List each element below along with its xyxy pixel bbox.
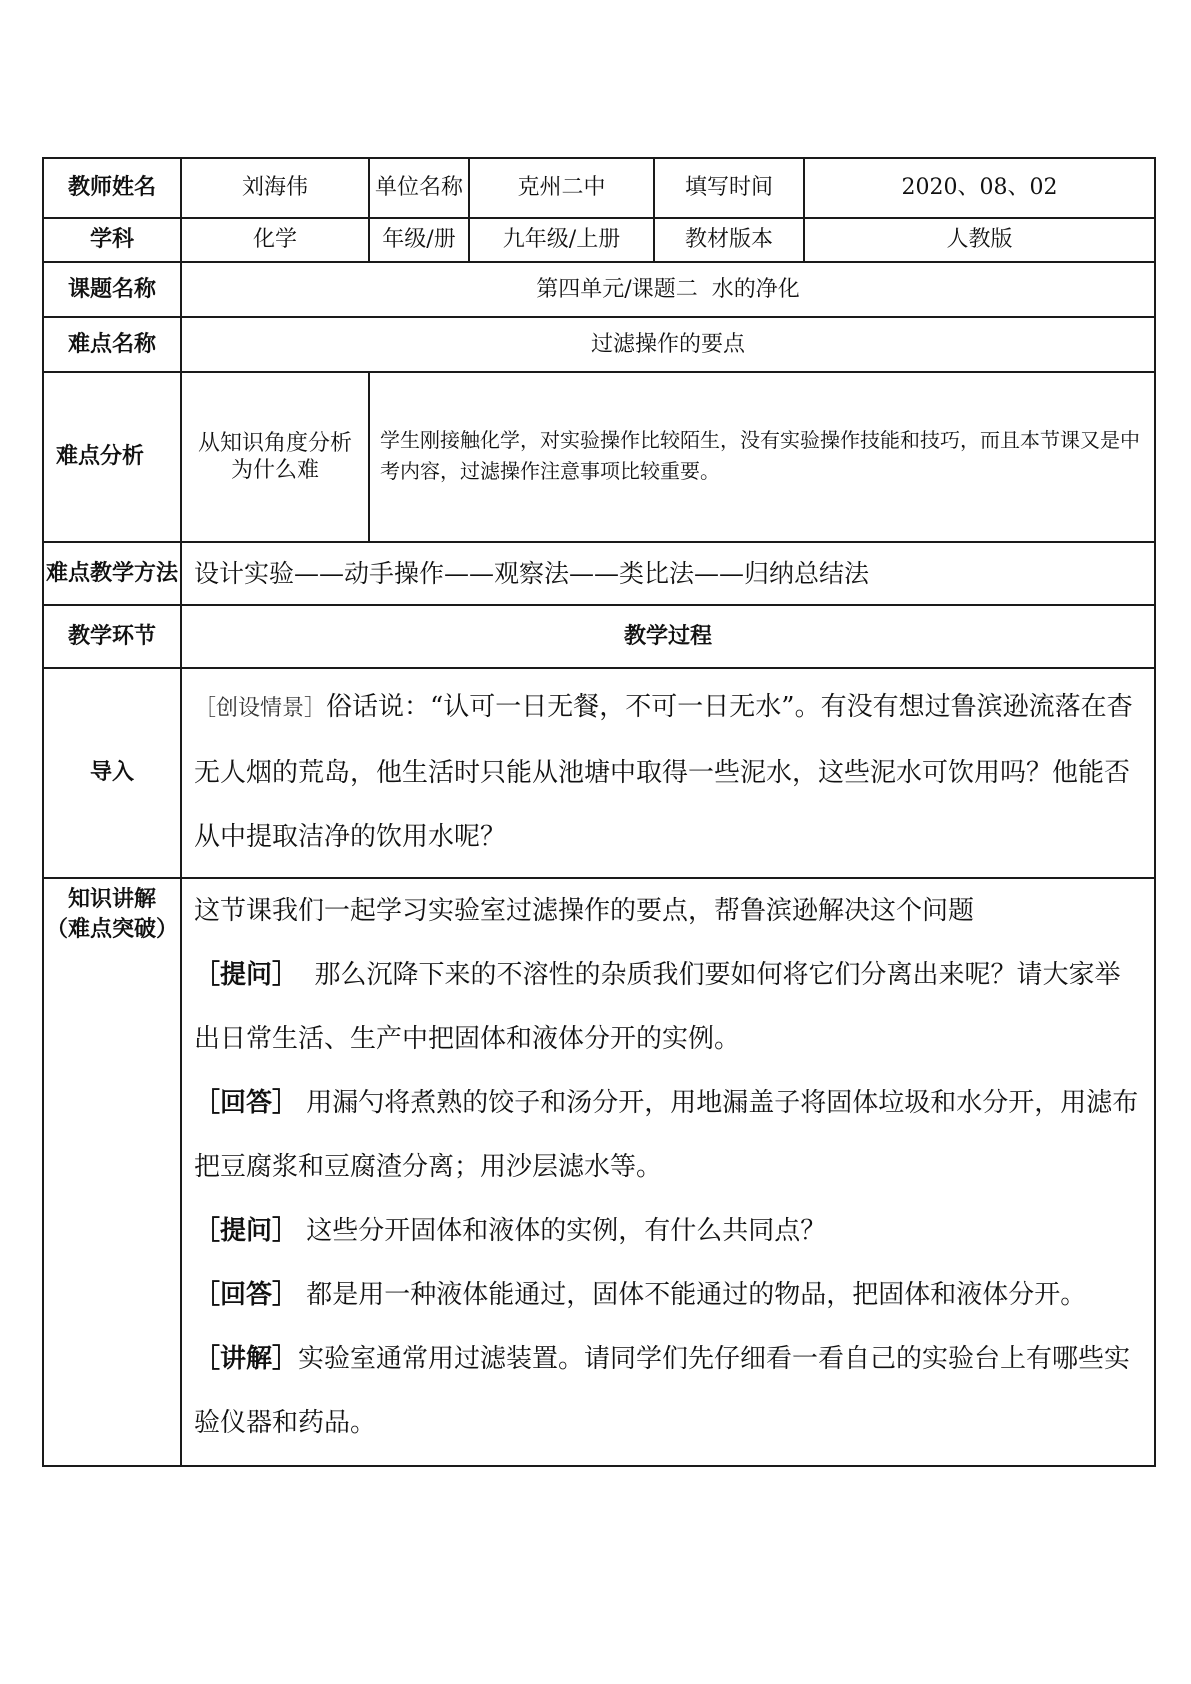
method-label: 难点教学方法 [43,542,181,605]
subject-value: 化学 [181,218,369,262]
process-label: 教学环节 [43,605,181,668]
analysis-label: 难点分析 [43,372,181,542]
row-intro [43,668,1155,878]
intro-text: 俗话说：“认可一日无餐，不可一日无水”。有没有想过鲁滨逊流落在杳无人烟的荒岛，他生活时只能从池塘中取得一些泥水，这些泥水可饮用吗？他能否从中提取洁净的饮用水呢？ [194,692,1133,852]
lesson-plan-table [42,157,1156,1467]
method-value: 设计实验——动手操作——观察法——类比法——归纳总结法 [181,542,1155,605]
row-topic [43,262,1155,317]
question-2-tag: ［提问］ [194,1216,299,1246]
unit-label: 单位名称 [369,158,469,218]
process-value: 教学过程 [181,605,1155,668]
analysis-text: 学生刚接触化学，对实验操作比较陌生，没有实验操作技能和技巧，而且本节课又是中考内容，过滤操作注意事项比较重要。 [369,372,1155,542]
intro-content [181,668,1155,878]
row-method [43,542,1155,605]
row-analysis [43,372,1155,542]
row-difficulty [43,317,1155,372]
analysis-sublabel: 从知识角度分析为什么难 [181,372,369,542]
knowledge-question-1 [194,943,1142,1071]
grade-value: 九年级/上册 [469,218,654,262]
edition-value: 人教版 [804,218,1155,262]
explanation-tag: ［讲解］ [194,1344,299,1374]
edition-label: 教材版本 [654,218,804,262]
teacher-value: 刘海伟 [181,158,369,218]
unit-value: 克州二中 [469,158,654,218]
knowledge-explanation [194,1327,1142,1455]
knowledge-content [181,878,1155,1466]
subject-label: 学科 [43,218,181,262]
row-knowledge [43,878,1155,1466]
row-process [43,605,1155,668]
question-1-text: 那么沉降下来的不溶性的杂质我们要如何将它们分离出来呢？请大家举出日常生活、生产中把固体和液体分开的实例。 [194,960,1121,1054]
knowledge-label-line1: 知识讲解 [67,887,156,912]
knowledge-opening: 这节课我们一起学习实验室过滤操作的要点，帮鲁滨逊解决这个问题 [194,896,975,926]
row-subject [43,218,1155,262]
difficulty-label: 难点名称 [43,317,181,372]
topic-label: 课题名称 [43,262,181,317]
time-label: 填写时间 [654,158,804,218]
explanation-text: 实验室通常用过滤装置。请同学们先仔细看一看自己的实验台上有哪些实验仪器和药品。 [194,1344,1131,1438]
question-1-tag: ［提问］ [194,960,299,990]
knowledge-question-2 [194,1199,1142,1263]
difficulty-value: 过滤操作的要点 [181,317,1155,372]
grade-label: 年级/册 [369,218,469,262]
topic-value: 第四单元/课题二 水的净化 [181,262,1155,317]
knowledge-label [43,878,181,1466]
teacher-label: 教师姓名 [43,158,181,218]
question-2-text: 这些分开固体和液体的实例，有什么共同点？ [298,1216,827,1246]
knowledge-answer-2 [194,1263,1142,1327]
intro-label: 导入 [43,668,181,878]
answer-2-text: 都是用一种液体能通过，固体不能通过的物品，把固体和液体分开。 [298,1280,1087,1310]
answer-1-text: 用漏勺将煮熟的饺子和汤分开，用地漏盖子将固体垃圾和水分开，用滤布把豆腐浆和豆腐渣分离；用沙层滤水等。 [194,1088,1139,1182]
answer-1-tag: ［回答］ [194,1088,299,1118]
time-value: 2020、08、02 [804,158,1155,218]
knowledge-label-line2: （难点突破） [45,916,178,942]
answer-2-tag: ［回答］ [194,1280,299,1310]
knowledge-answer-1 [194,1071,1142,1199]
intro-tag: ［创设情景］ [194,696,327,721]
row-teacher [43,158,1155,218]
